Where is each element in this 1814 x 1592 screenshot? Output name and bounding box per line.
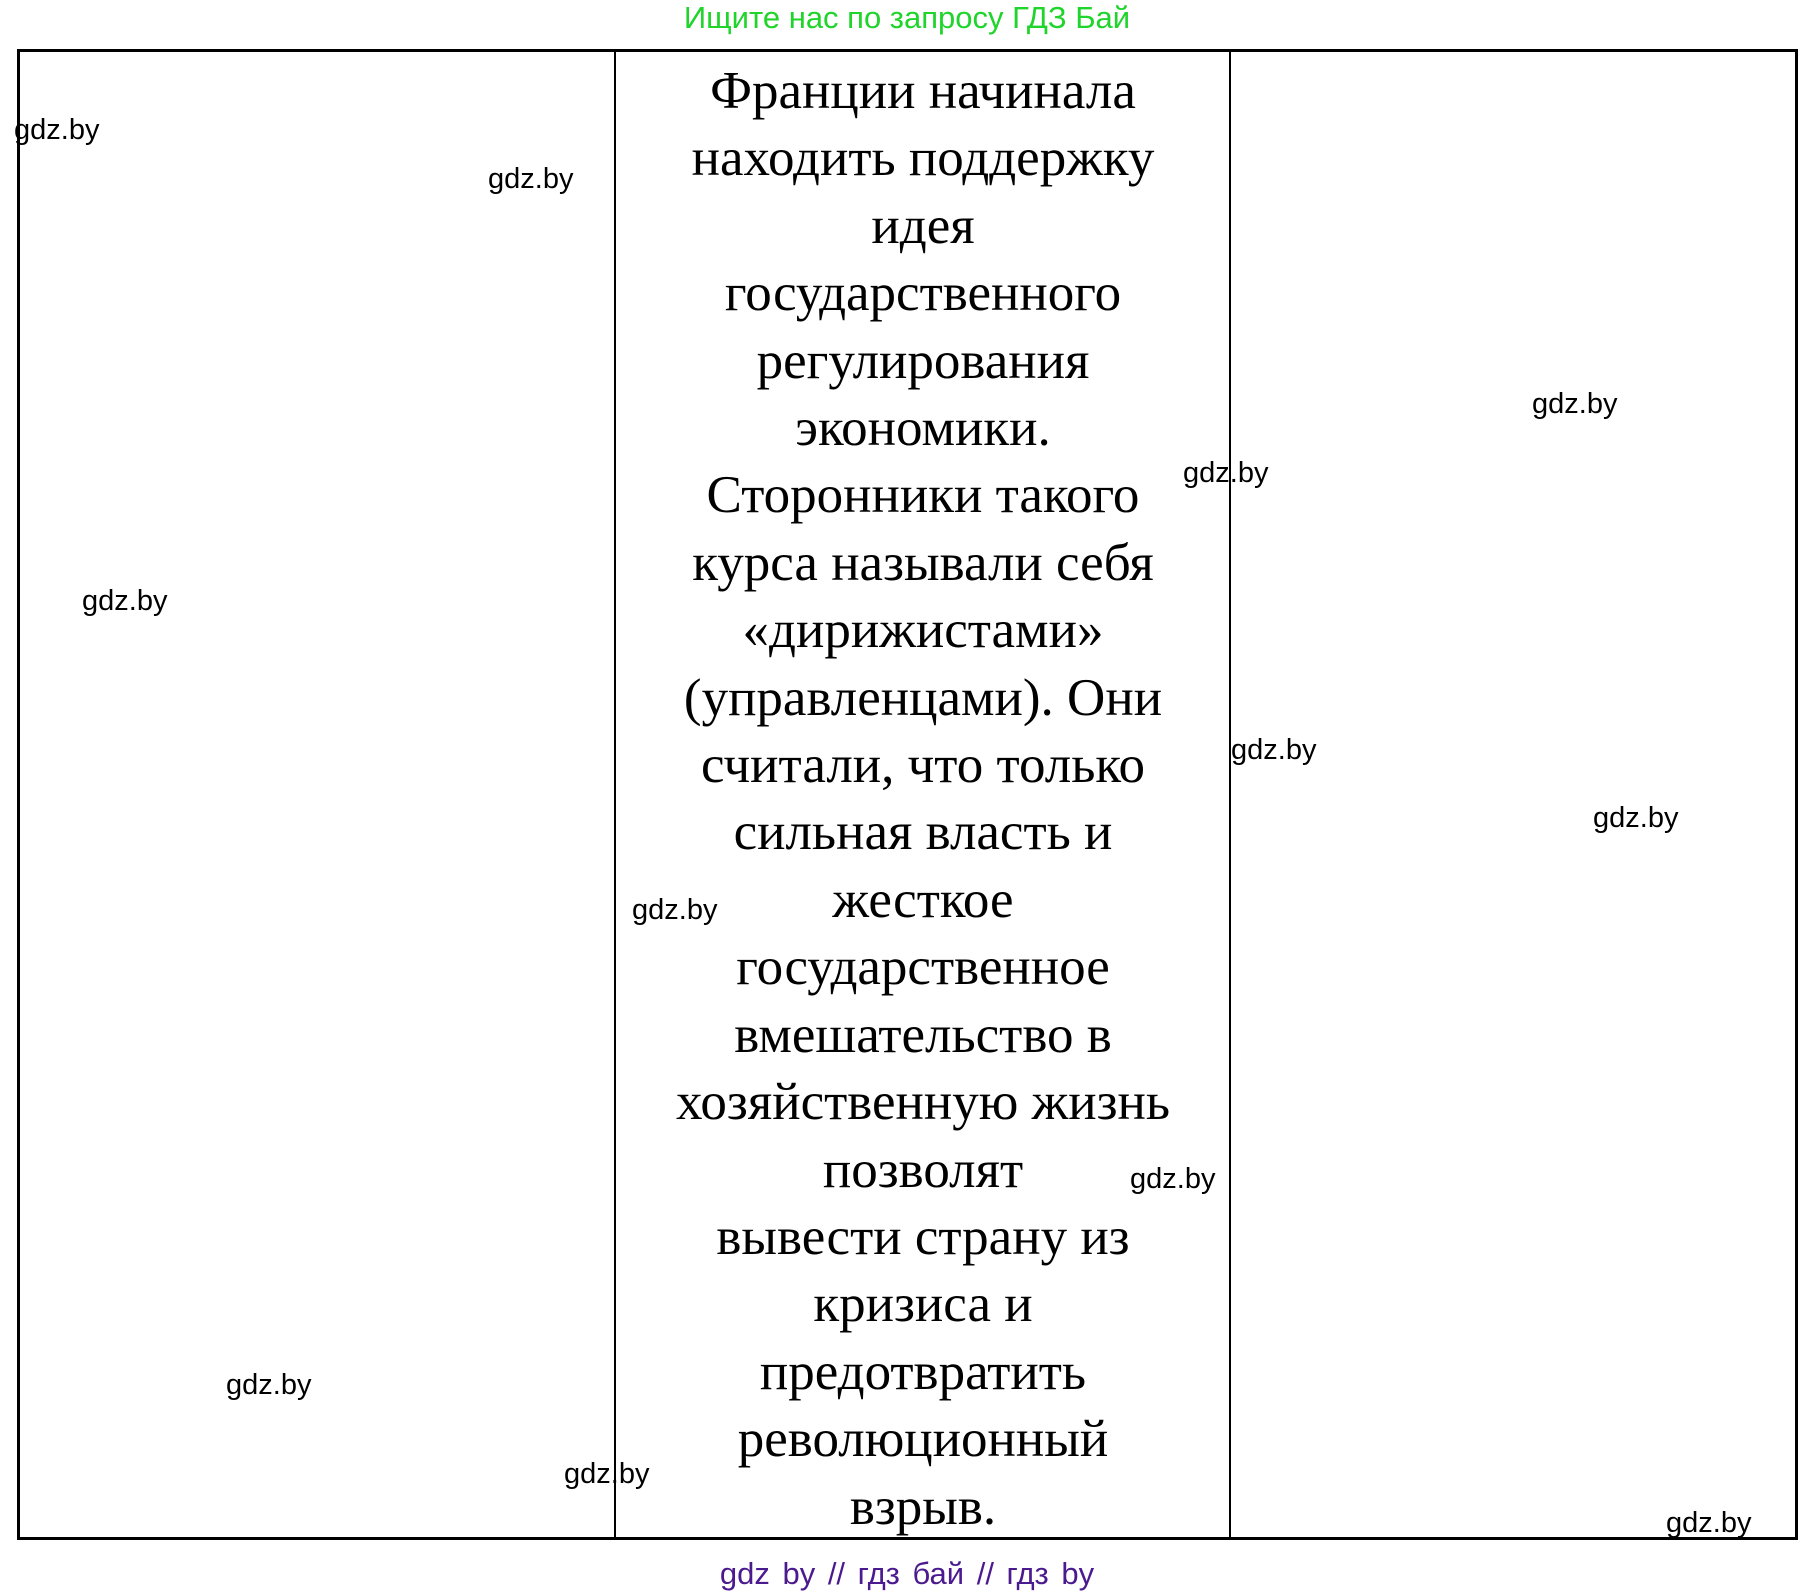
text-line: Сторонники такого: [706, 466, 1140, 525]
watermark: gdz.by: [1183, 457, 1269, 489]
watermark: gdz.by: [564, 1458, 650, 1490]
text-line: жесткое: [832, 870, 1014, 929]
text-line: хозяйственную жизнь: [675, 1073, 1171, 1132]
text-line: вмешательство в: [734, 1005, 1112, 1064]
text-line: (управленцами). Они: [683, 668, 1163, 727]
text-line: вывести страну из: [716, 1207, 1130, 1266]
text-line: курса называли себя: [692, 533, 1154, 592]
text-line: сильная власть и: [733, 803, 1113, 862]
footer-links: gdz by // гдз бай // гдз by: [719, 1556, 1095, 1591]
watermark: gdz.by: [1666, 1507, 1752, 1539]
text-line: кризиса и: [813, 1275, 1033, 1334]
text-line: позволят: [822, 1140, 1024, 1199]
text-line: считали, что только: [701, 736, 1145, 795]
watermark: gdz.by: [488, 163, 574, 195]
text-line: экономики.: [795, 399, 1051, 458]
text-line: регулирования: [756, 331, 1090, 390]
text-line: государственное: [736, 938, 1110, 997]
watermark: gdz.by: [1593, 802, 1679, 834]
text-line: идея: [871, 196, 975, 255]
column-divider-left: [614, 52, 616, 1537]
watermark: gdz.by: [1130, 1163, 1216, 1195]
watermark: gdz.by: [82, 585, 168, 617]
document-table: [17, 49, 1798, 1540]
watermark: gdz.by: [632, 894, 718, 926]
column-divider-right: [1229, 52, 1231, 1537]
search-hint-banner: Ищите нас по запросу ГДЗ Бай: [683, 0, 1131, 35]
text-line: государственного: [724, 264, 1122, 323]
text-line: предотвратить: [759, 1342, 1087, 1401]
watermark: gdz.by: [1532, 388, 1618, 420]
text-line: революционный: [737, 1410, 1109, 1469]
watermark: gdz.by: [226, 1369, 312, 1401]
watermark: gdz.by: [1231, 734, 1317, 766]
watermark: gdz.by: [14, 114, 100, 146]
middle-cell-text: [617, 58, 1229, 1536]
text-line: «дирижистами»: [742, 601, 1104, 660]
text-line: Франции начинала: [710, 62, 1136, 120]
text-line: находить поддержку: [691, 129, 1155, 188]
text-line: взрыв.: [849, 1477, 997, 1536]
